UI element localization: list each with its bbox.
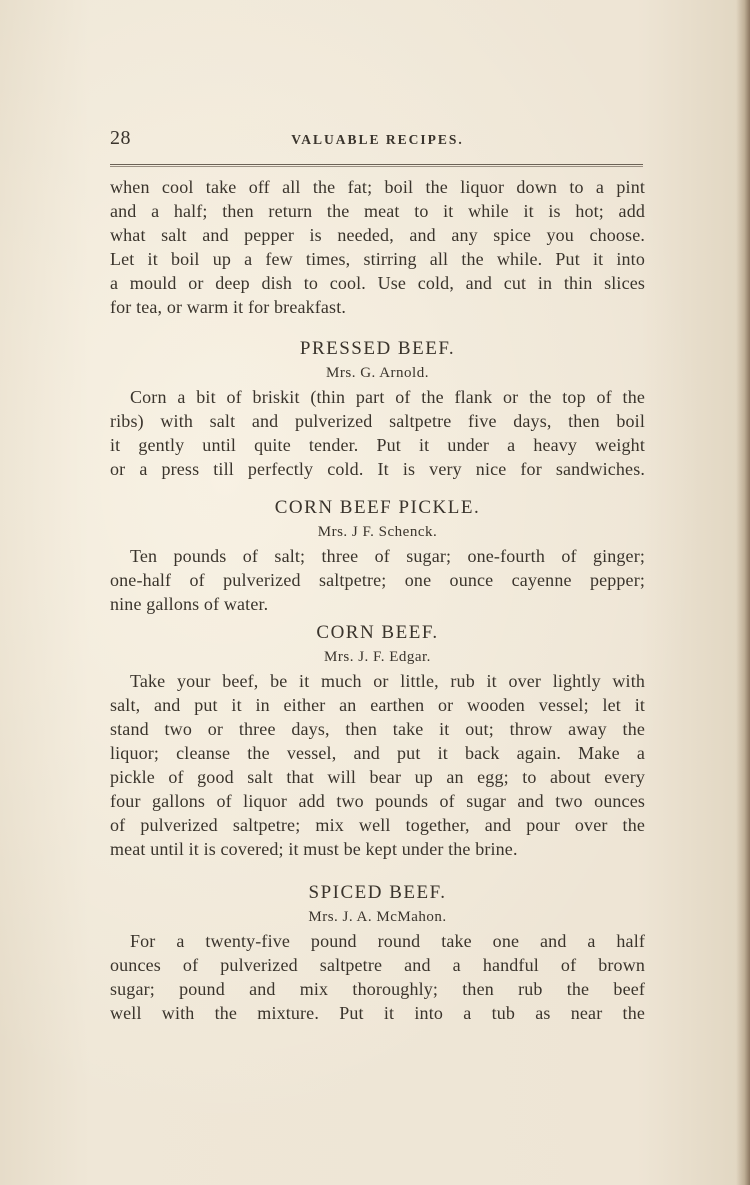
text-line: liquor; cleanse the vessel, and put it back again. Make a: [110, 743, 645, 763]
text-line: four gallons of liquor add two pounds of sugar and two ounces: [110, 791, 645, 811]
text-line: nine gallons of water.: [110, 594, 269, 614]
text-line: stand two or three days, then take it out; throw away the: [110, 719, 645, 739]
text-line: Ten pounds of salt; three of sugar; one-fourth of ginger;: [130, 546, 645, 566]
text-line: of pulverized saltpetre; mix well together, and pour over the: [110, 815, 645, 835]
text-line: salt, and put it in either an earthen or wooden vessel; let it: [110, 695, 645, 715]
recipe-title: CORN BEEF PICKLE.: [274, 497, 481, 518]
page-number: 28: [110, 127, 131, 149]
recipe-title: PRESSED BEEF.: [299, 338, 456, 359]
text-line: and a half; then return the meat to it while it is hot; add: [110, 201, 645, 221]
recipe-author: Mrs. G. Arnold.: [326, 365, 429, 381]
recipe-title: SPICED BEEF.: [308, 882, 447, 903]
recipe-author: Mrs. J F. Schenck.: [317, 524, 438, 540]
continuation-paragraph: [110, 175, 645, 319]
page-header: [110, 127, 645, 157]
text-line: ounces of pulverized saltpetre and a handful of brown: [110, 955, 645, 975]
text-line: Let it boil up a few times, stirring all the while. Put it into: [110, 249, 645, 269]
recipe-corn-beef-pickle: [110, 497, 645, 616]
text-line: meat until it is covered; it must be kept under the brine.: [110, 839, 518, 859]
recipe-author: Mrs. J. F. Edgar.: [324, 649, 431, 665]
header-rule: [110, 164, 643, 167]
text-line: a mould or deep dish to cool. Use cold, and cut in thin slices: [110, 273, 645, 293]
text-line: sugar; pound and mix thoroughly; then rub the beef: [110, 979, 645, 999]
text-line: for tea, or warm it for breakfast.: [110, 297, 346, 317]
running-head: VALUABLE RECIPES.: [291, 132, 464, 147]
recipe-title: CORN BEEF.: [316, 622, 439, 643]
page-edge: [736, 0, 750, 1185]
text-line: or a press till perfectly cold. It is very nice for sandwiches.: [110, 459, 645, 479]
text-line: what salt and pepper is needed, and any spice you choose.: [110, 225, 645, 245]
text-line: Take your beef, be it much or little, rub it over lightly with: [130, 671, 645, 691]
recipe-spiced-beef: [110, 882, 645, 1025]
text-line: well with the mixture. Put it into a tub as near the: [110, 1003, 645, 1023]
recipe-author: Mrs. J. A. McMahon.: [308, 909, 447, 925]
text-line: when cool take off all the fat; boil the liquor down to a pint: [110, 177, 645, 197]
text-line: ribs) with salt and pulverized saltpetre five days, then boil: [110, 411, 645, 431]
text-line: one-half of pulverized saltpetre; one ounce cayenne pepper;: [110, 570, 645, 590]
text-line: For a twenty-five pound round take one and a half: [130, 931, 645, 951]
text-line: it gently until quite tender. Put it under a heavy weight: [110, 435, 645, 455]
text-line: pickle of good salt that will bear up an egg; to about every: [110, 767, 645, 787]
recipe-corn-beef: [110, 622, 645, 861]
text-line: Corn a bit of briskit (thin part of the flank or the top of the: [130, 387, 645, 407]
recipe-pressed-beef: [110, 338, 645, 481]
